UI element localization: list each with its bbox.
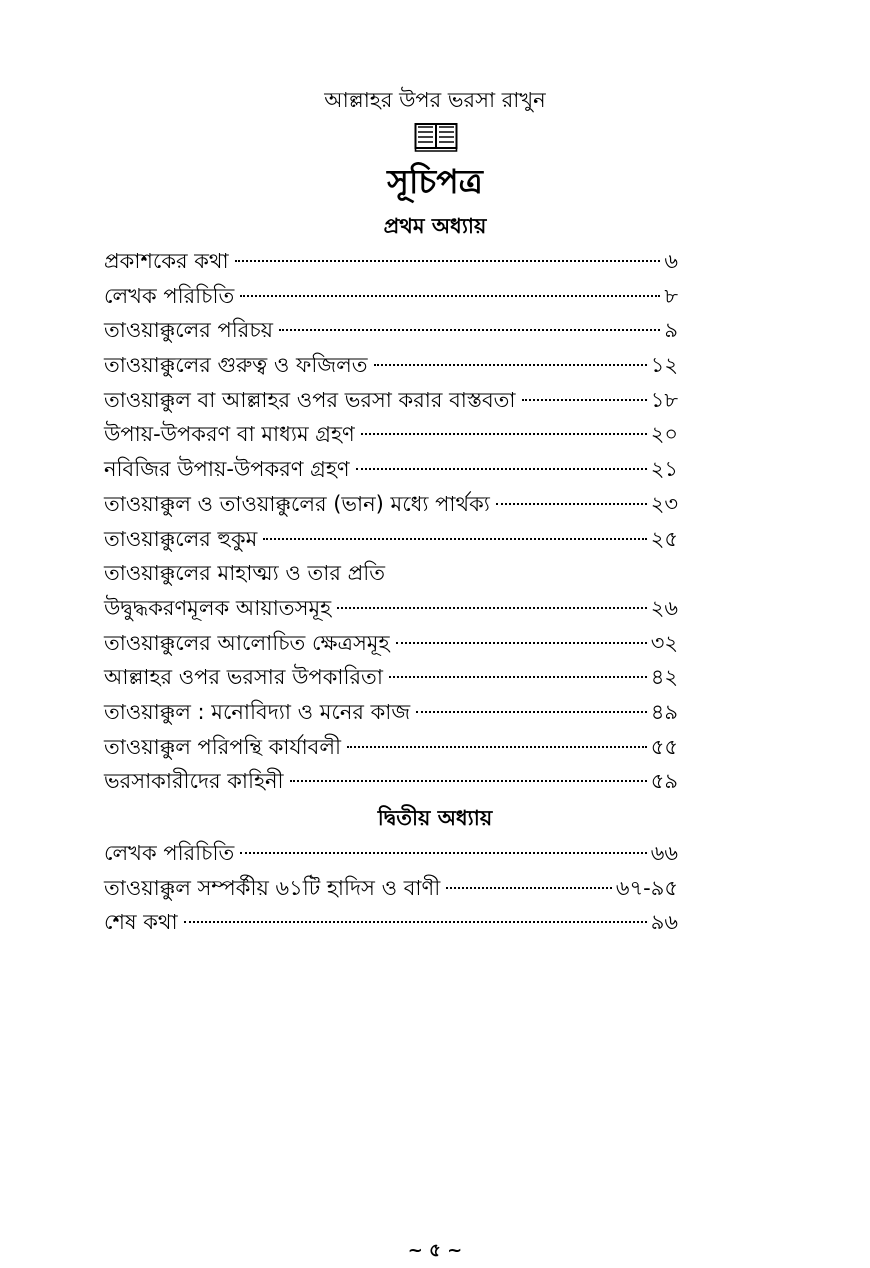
- toc-entry: [104, 522, 678, 557]
- toc-dot-leader: [361, 432, 647, 435]
- toc-entry-title: তাওয়াক্কুলের হুকুম: [104, 526, 258, 551]
- page-title: সূচিপত্র: [387, 162, 483, 201]
- toc-dot-leader: [240, 851, 646, 854]
- toc-entry: [104, 348, 678, 383]
- chapter-heading-1: প্রথম অধ্যায়: [383, 214, 487, 238]
- toc-dot-leader: [279, 328, 660, 331]
- toc-dot-leader: [240, 294, 660, 297]
- toc-entry-title: শেষ কথা: [104, 910, 178, 935]
- toc-entry-title: লেখক পরিচিতি: [104, 841, 235, 865]
- page-number: ~ ৫ ~: [407, 1240, 463, 1261]
- toc-entry: [104, 313, 678, 348]
- toc-entry: [104, 730, 678, 765]
- running-head: আল্লাহর উপর ভরসা রাখুন: [324, 88, 546, 112]
- toc-dot-leader: [356, 467, 647, 470]
- toc-entry-page: ৯৬: [650, 910, 678, 935]
- toc-entry-page: ৯: [664, 318, 678, 343]
- toc-entry-title: লেখক পরিচিতি: [104, 283, 235, 308]
- toc-entry-title: প্রকাশকের কথা: [104, 249, 229, 273]
- toc-dot-leader: [416, 710, 647, 713]
- toc-entry: [104, 695, 678, 730]
- toc-entry-title: তাওয়াক্কুলের মাহাত্ম্য ও তার প্রতি: [104, 561, 386, 586]
- toc-entry: [104, 417, 678, 452]
- toc-entry: [104, 660, 678, 695]
- toc-entry: [104, 591, 678, 626]
- toc-dot-leader: [496, 502, 647, 505]
- toc-entry: [104, 487, 678, 522]
- toc-entry-title: তাওয়াক্কুল : মনোবিদ্যা ও মনের কাজ: [104, 699, 411, 724]
- toc-entry: [104, 383, 678, 418]
- toc-entry-title: নবিজির উপায়-উপকরণ গ্রহণ: [104, 457, 350, 482]
- toc-entry-page: ৬৭-৯৫: [615, 875, 678, 900]
- toc-entry: [104, 905, 678, 940]
- toc-entry: [104, 764, 678, 799]
- toc-entry-page: ৪৯: [650, 699, 678, 724]
- toc-dot-leader: [337, 606, 647, 609]
- toc-entry: [104, 279, 678, 314]
- toc-entry-title: তাওয়াক্কুলের পরিচয়: [104, 318, 274, 343]
- toc-entry: [104, 836, 678, 871]
- toc-entry-page: ২৬: [650, 595, 678, 620]
- toc-chapter-2: [104, 836, 678, 940]
- toc-entry-title: তাওয়াক্কুলের আলোচিত ক্ষেত্রসমূহ: [104, 630, 390, 655]
- toc-dot-leader: [263, 537, 646, 540]
- toc-dot-leader: [235, 259, 661, 262]
- toc-dot-leader: [184, 920, 647, 923]
- toc-entry-title: তাওয়াক্কুল ও তাওয়াক্কুলের (ভান) মধ্যে পার্থক্য: [104, 491, 490, 516]
- toc-dot-leader: [522, 398, 647, 401]
- toc-entry-page: ৬: [664, 249, 678, 273]
- toc-entry-page: ৮: [664, 283, 678, 308]
- toc-entry-page: ২৩: [650, 491, 678, 516]
- chapter-heading-2: দ্বিতীয় অধ্যায়: [377, 806, 493, 830]
- toc-entry: [104, 244, 678, 279]
- toc-chapter-1: [104, 244, 678, 799]
- toc-entry-page: ৫৯: [650, 769, 678, 794]
- toc-dot-leader: [347, 745, 647, 748]
- toc-entry: [104, 556, 678, 591]
- toc-entry-title: উদ্বুদ্ধকরণমূলক আয়াতসমূহ: [104, 595, 332, 620]
- toc-entry: [104, 626, 678, 661]
- toc-entry-page: ৬৬: [650, 841, 678, 865]
- toc-dot-leader: [374, 363, 647, 366]
- toc-dot-leader: [396, 641, 647, 644]
- toc-dot-leader: [389, 675, 647, 678]
- toc-entry-page: ১২: [650, 353, 678, 378]
- toc-entry-page: ৪২: [650, 665, 678, 690]
- toc-entry-title: তাওয়াক্কুলের গুরুত্ব ও ফজিলত: [104, 353, 368, 378]
- toc-entry-page: ১৮: [650, 387, 678, 412]
- toc-entry-page: ৫৫: [650, 734, 678, 759]
- toc-entry-page: ২০: [650, 422, 678, 447]
- toc-entry-title: তাওয়াক্কুল সম্পর্কীয় ৬১টি হাদিস ও বাণী: [104, 875, 441, 900]
- toc-dot-leader: [446, 886, 612, 889]
- toc-entry-page: ৩২: [650, 630, 678, 655]
- toc-entry-title: আল্লাহর ওপর ভরসার উপকারিতা: [104, 665, 383, 690]
- toc-entry-title: তাওয়াক্কুল বা আল্লাহর ওপর ভরসা করার বাস্তবতা: [104, 387, 516, 412]
- toc-entry: [104, 871, 678, 906]
- toc-entry-page: ২১: [650, 457, 678, 482]
- toc-entry-title: তাওয়াক্কুল পরিপন্থি কার্যাবলী: [104, 734, 342, 759]
- open-book-icon: [414, 122, 458, 152]
- toc-dot-leader: [290, 779, 647, 782]
- toc-entry-title: উপায়-উপকরণ বা মাধ্যম গ্রহণ: [104, 422, 355, 447]
- toc-entry-page: ২৫: [650, 526, 678, 551]
- toc-entry-title: ভরসাকারীদের কাহিনী: [104, 769, 284, 794]
- toc-entry: [104, 452, 678, 487]
